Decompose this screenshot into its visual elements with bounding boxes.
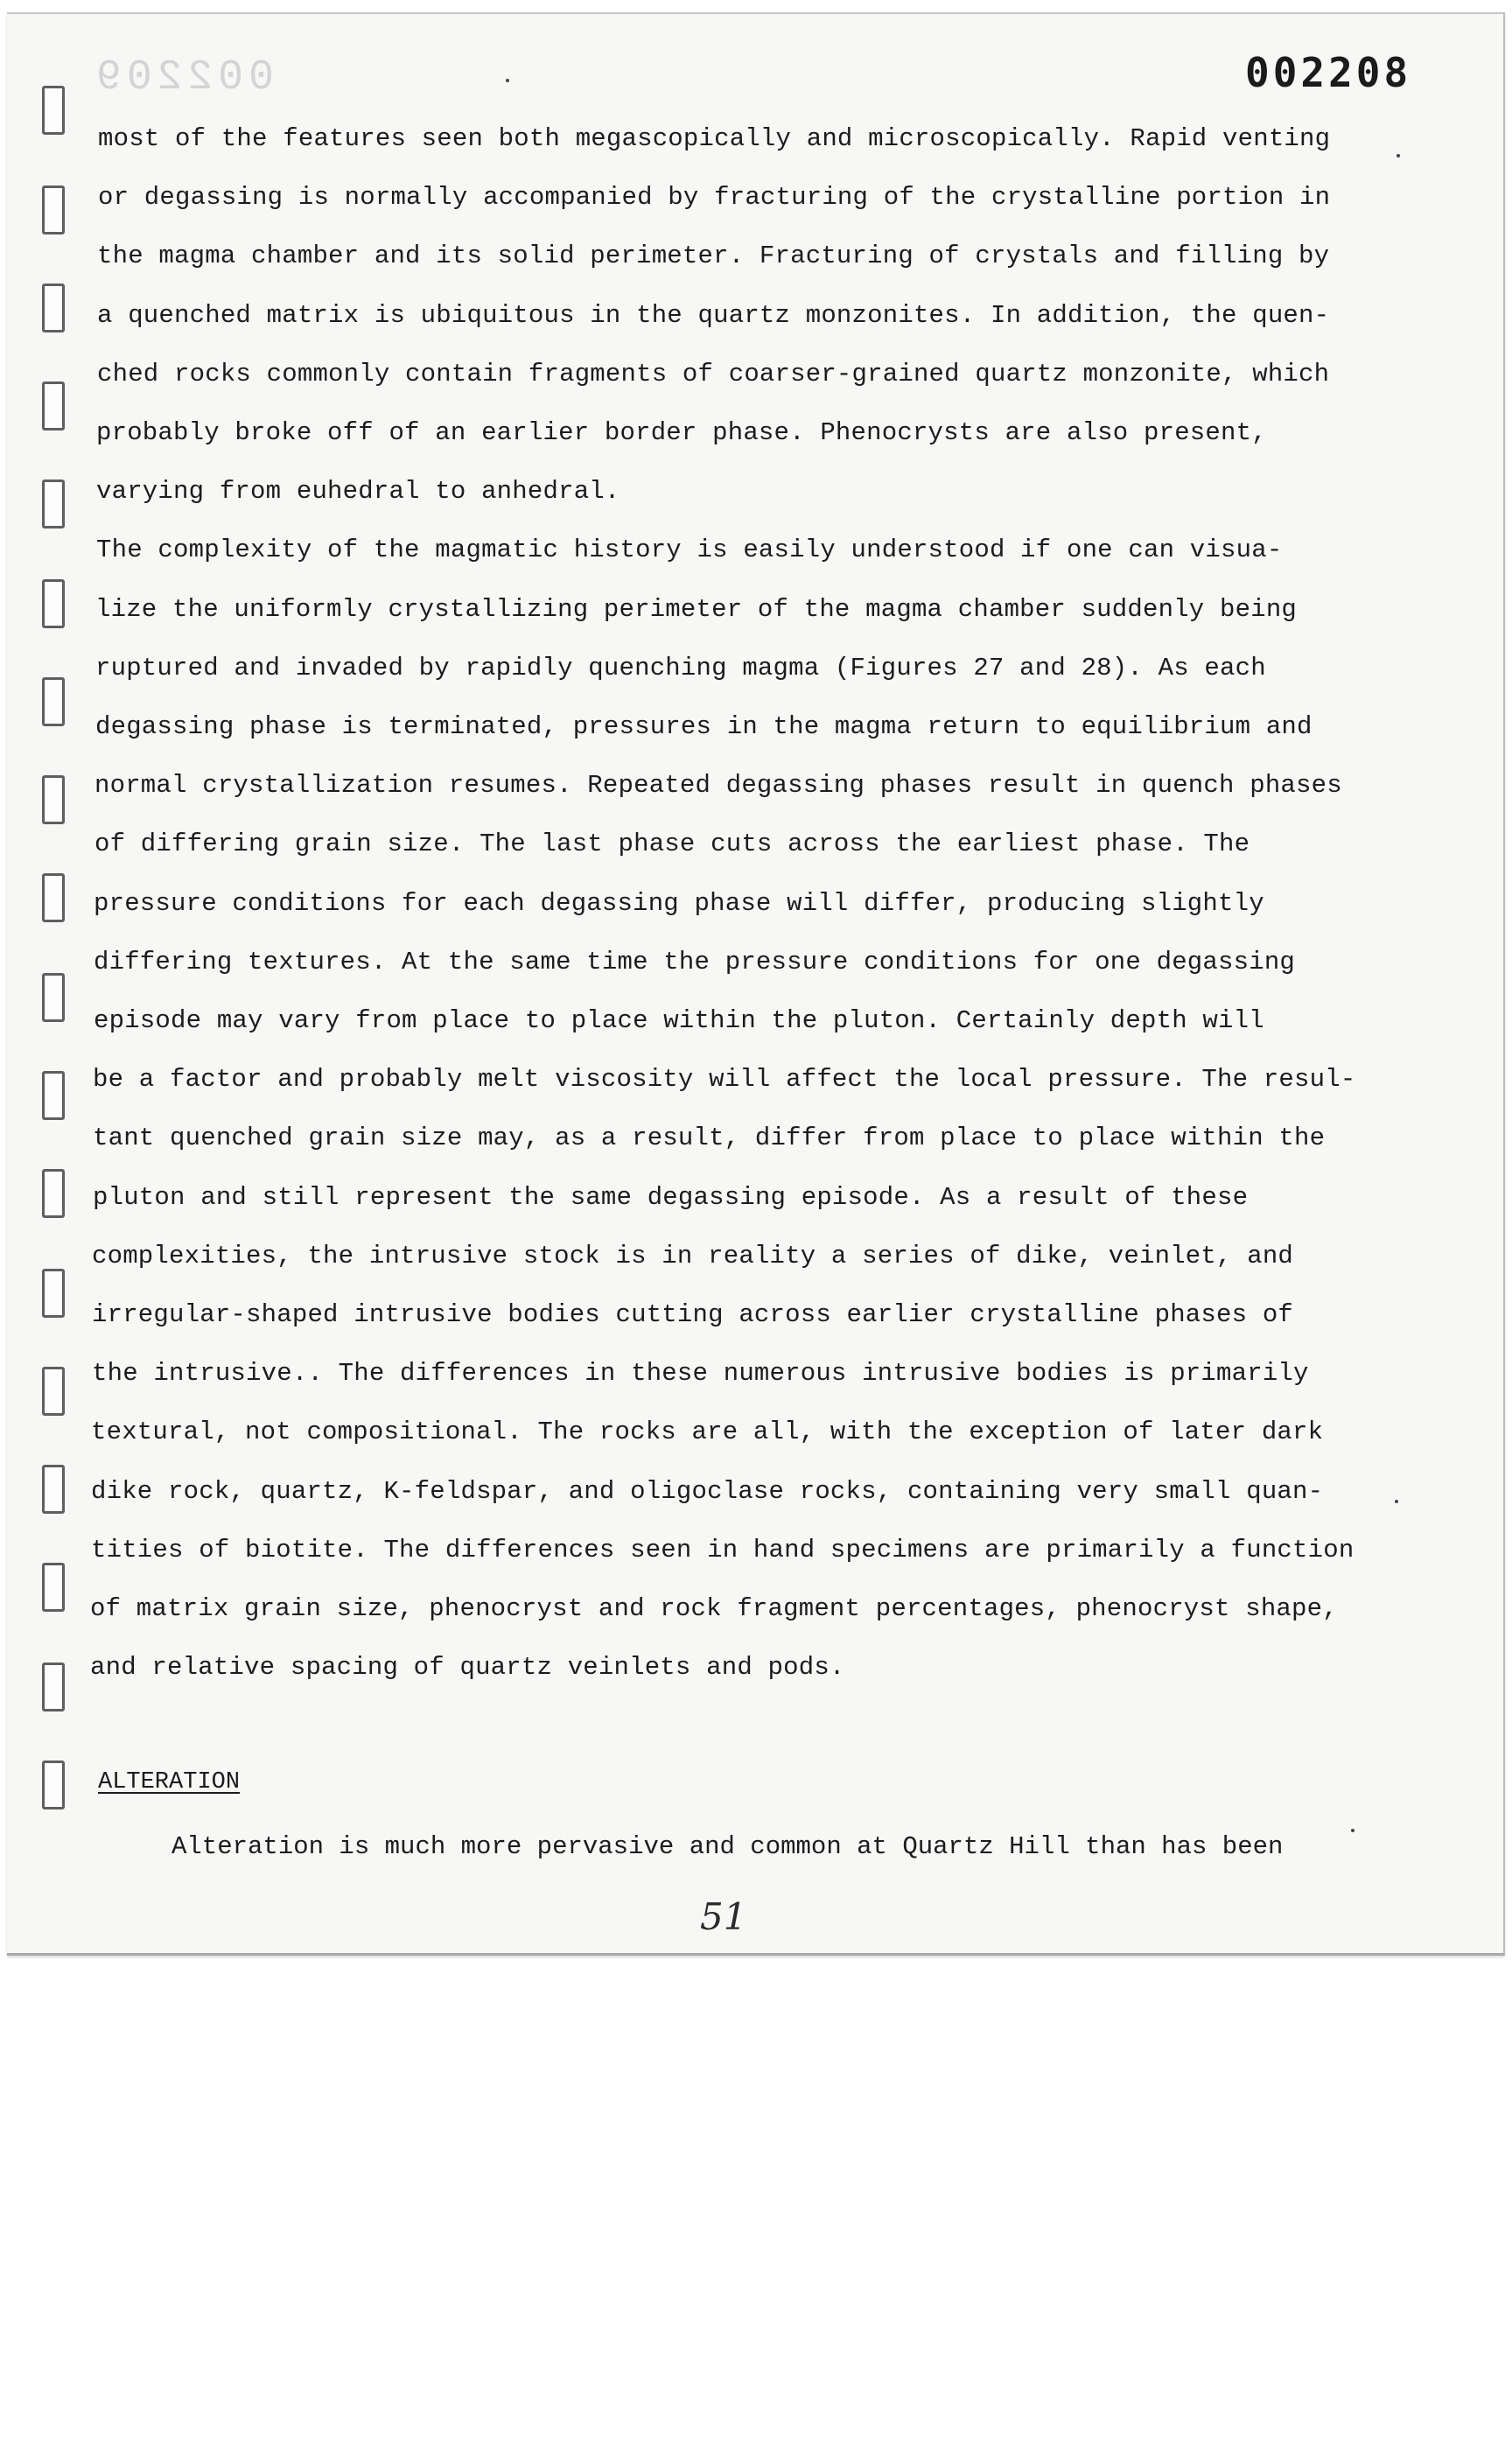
text-line: differing textures. At the same time the pressure conditions for one degassing [94,948,1296,976]
section-heading: ALTERATION [98,1769,241,1796]
bates-number: 002208 [1245,49,1412,96]
stray-mark [1395,1500,1398,1503]
text-line: varying from euhedral to anhedral. [96,477,620,506]
text-line: pluton and still represent the same degassing episode. As a result of these [93,1183,1249,1212]
punch-hole-icon [42,1269,65,1318]
punch-hole-icon [42,1662,65,1712]
text-line: lize the uniformly crystallizing perimeter of the magma chamber suddenly being [95,595,1298,624]
punch-hole-icon [42,1367,65,1416]
text-line: tities of biotite. The differences seen in hand specimens are primarily a function [91,1536,1354,1564]
text-line: most of the features seen both megascopically and microscopically. Rapid venting [98,124,1331,153]
text-line: irregular-shaped intrusive bodies cutting across earlier crystalline phases of [92,1300,1294,1329]
stray-mark [506,79,509,82]
punch-hole-icon [42,86,65,135]
punch-hole-icon [42,480,65,528]
punch-hole-icon [42,186,65,234]
text-line: pressure conditions for each degassing phase will differ, producing slightly [94,889,1264,918]
text-line: be a factor and probably melt viscosity will affect the local pressure. The resul- [93,1065,1356,1094]
text-line: The complexity of the magmatic history is easily understood if one can visua- [96,536,1283,564]
punch-hole-icon [42,1563,65,1612]
punch-hole-icon [42,1760,65,1810]
text-line: a quenched matrix is ubiquitous in the quartz monzonites. In addition, the quen- [97,301,1330,330]
handwritten-page-number: 51 [700,1895,747,1938]
punch-hole-icon [42,382,65,430]
text-line: complexities, the intrusive stock is in reality a series of dike, veinlet, and [92,1242,1294,1270]
text-line: or degassing is normally accompanied by fracturing of the crystalline portion in [98,183,1331,212]
punch-hole-icon [42,1465,65,1514]
section-first-line: Alteration is much more pervasive and common at Quartz Hill than has been [172,1832,1284,1861]
punch-hole-icon [42,775,65,824]
text-line: of matrix grain size, phenocryst and rock fragment percentages, phenocryst shape, [90,1594,1338,1623]
ghost-page-number: 002209 [91,54,274,102]
punch-hole-icon [42,1169,65,1218]
text-line: and relative spacing of quartz veinlets and pods. [90,1653,845,1682]
text-line: dike rock, quartz, K-feldspar, and oligoclase rocks, containing very small quan- [91,1477,1324,1506]
text-line: textural, not compositional. The rocks are all, with the exception of later dark [91,1418,1324,1446]
text-line: the magma chamber and its solid perimeter. Fracturing of crystals and filling by [97,242,1330,270]
text-line: degassing phase is terminated, pressures in the magma return to equilibrium and [95,712,1312,741]
text-line: the intrusive.. The differences in these numerous intrusive bodies is primarily [92,1359,1309,1388]
stray-mark [1396,154,1400,158]
text-line: episode may vary from place to place within the pluton. Certainly depth will [94,1006,1264,1035]
punch-hole-icon [42,677,65,726]
punch-hole-icon [42,873,65,922]
punch-hole-icon [42,973,65,1022]
punch-hole-icon [42,1071,65,1120]
text-line: normal crystallization resumes. Repeated degassing phases result in quench phases [94,771,1342,800]
punch-hole-icon [42,579,65,628]
text-line: probably broke off of an earlier border phase. Phenocrysts are also present, [96,418,1267,447]
punch-hole-icon [42,284,65,332]
text-line: of differing grain size. The last phase cuts across the earliest phase. The [94,830,1250,858]
stray-mark [1351,1829,1354,1832]
text-line: tant quenched grain size may, as a result, differ from place to place within the [93,1124,1326,1152]
text-line: ruptured and invaded by rapidly quenching magma (Figures 27 and 28). As each [95,654,1266,682]
text-line: ched rocks commonly contain fragments of coarser-grained quartz monzonite, which [97,360,1330,388]
